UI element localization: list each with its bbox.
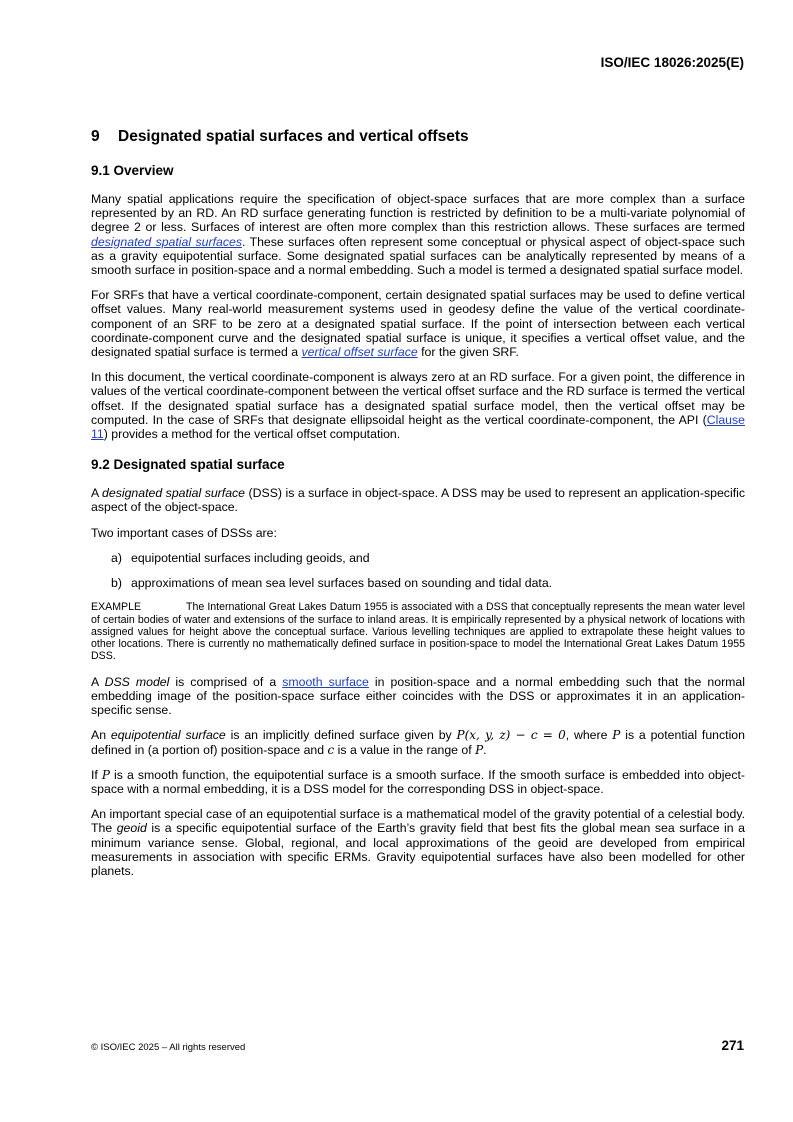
symbol-p: P [612, 728, 621, 743]
example-note [91, 601, 745, 662]
dss-paragraph-5: If P is a smooth function, the equipotential surface is a smooth surface. If the smooth surface is embedded into object-space with a normal embedding, it is a DSS model for the corresponding DSS in object-space. [91, 767, 746, 796]
overview-paragraph-3: In this document, the vertical coordinate-component is always zero at an RD surface. For a given point, the difference in values of the vertical coordinate-component between the vertical offset surface and the RD surface is termed the vertical offset. If the designated spatial surface has a designated spatial surface model, then the vertical offset may be computed. In the case of SRFs that designate ellipsoidal height as the vertical coordinate-component, the API (Clause 11) provides a method for the vertical offset computation. [91, 370, 745, 442]
designated-spatial-surfaces-link[interactable]: designated spatial surfaces [91, 234, 242, 249]
subsection-heading-dss: 9.2 Designated spatial surface [91, 457, 285, 473]
dss-cases-list [91, 551, 745, 590]
list-item [91, 551, 745, 565]
vertical-offset-surface-link[interactable]: vertical offset surface [301, 345, 418, 360]
term-equipotential-surface: equipotential surface [110, 728, 226, 743]
section-number: 9 [91, 128, 100, 145]
dss-paragraph-6: An important special case of an equipotential surface is a mathematical model of the gravity potential of a celestial body. The geoid is a specific equipotential surface of the Earth’s gravity field that best fits the global mean sea surface in a minimum variance sense. Global, regional, and local approximations of the geoid are developed from empirical measurements in association with specific ERMs. Gravity equipotential surfaces have also been modelled for other planets. [91, 807, 745, 878]
page-body [91, 128, 745, 889]
term-dss-model: DSS model [104, 674, 170, 689]
dss-paragraph-3: A DSS model is comprised of a smooth surface in position-space and a normal embedding such that the normal embedding image of the position-space surface either coincides with the DSS or approximates it in an application-specific sense. [91, 674, 745, 718]
overview-paragraph-2: For SRFs that have a vertical coordinate-component, certain designated spatial surfaces may be used to define vertical offset values. Many real-world measurement systems used in geodesy define the value of the vertical coordinate-component of an SRF to be zero at a designated spatial surface. If the point of intersection between each vertical coordinate-component curve and the designated spatial surface is unique, it specifies a vertical offset value, and the designated spatial surface is termed a vertical offset surface for the given SRF. [91, 288, 745, 360]
list-item-label: a) [111, 550, 122, 565]
example-label: EXAMPLE [91, 601, 142, 614]
term-designated-spatial-surface: designated spatial surface [102, 486, 246, 501]
term-geoid: geoid [116, 821, 147, 836]
symbol-c: c [327, 742, 335, 757]
dss-paragraph-2: Two important cases of DSSs are: [91, 525, 277, 540]
smooth-surface-link[interactable]: smooth surface [282, 674, 369, 689]
clause-11-link[interactable]: Clause 11 [91, 412, 745, 442]
list-item-text: approximations of mean sea level surfaces based on sounding and tidal data. [131, 576, 553, 591]
dss-paragraph-1: A designated spatial surface (DSS) is a surface in object-space. A DSS may be used to represent an application-specific aspect of the object-space. [91, 486, 745, 515]
example-text: The International Great Lakes Datum 1955 is associated with a DSS that conceptually represents the mean water level of certain bodies of water and extensions of the surface to inland areas. It is empirically represented by a physical network of locations with assigned values for height above the conceptual surface. Various levelling techniques are applied to extrapolate these height values to other locations. There is currently no mathematically defined surface in position-space to model the International Great Lakes Datum 1955 DSS. [91, 601, 745, 663]
copyright-footer: © ISO/IEC 2025 – All rights reserved [91, 1042, 246, 1053]
symbol-p: P [475, 742, 484, 757]
subsection-heading-overview: 9.1 Overview [91, 163, 174, 178]
list-item-label: b) [111, 576, 122, 591]
section-heading [91, 128, 745, 146]
page-number: 271 [721, 1038, 744, 1053]
list-item [91, 576, 745, 590]
equation-potential: P(x, y, z) − c = 0 [456, 728, 566, 743]
document-id-header: ISO/IEC 18026:2025(E) [600, 55, 744, 70]
dss-paragraph-4: An equipotential surface is an implicitly defined surface given by P(x, y, z) − c = 0, where P is a potential function defined in (a portion of) position-space and c is a value in the range of P. [91, 728, 745, 757]
list-item-text: equipotential surfaces including geoids, and [131, 550, 370, 565]
symbol-p: P [101, 767, 110, 782]
section-title: Designated spatial surfaces and vertical offsets [118, 128, 469, 145]
overview-paragraph-1: Many spatial applications require the specification of object-space surfaces that are more complex than a surface represented by an RD. An RD surface generating function is restricted by definition to be a multi-variate polynomial of degree 2 or less. Surfaces of interest are often more complex than this restriction allows. These surfaces are termed designated spatial surfaces. These surfaces often represent some conceptual or physical aspect of object-space such as a gravity equipotential surface. Some designated spatial surfaces can be analytically represented by means of a smooth surface in position-space and a normal embedding. Such a model is termed a designated spatial surface model. [91, 192, 745, 278]
